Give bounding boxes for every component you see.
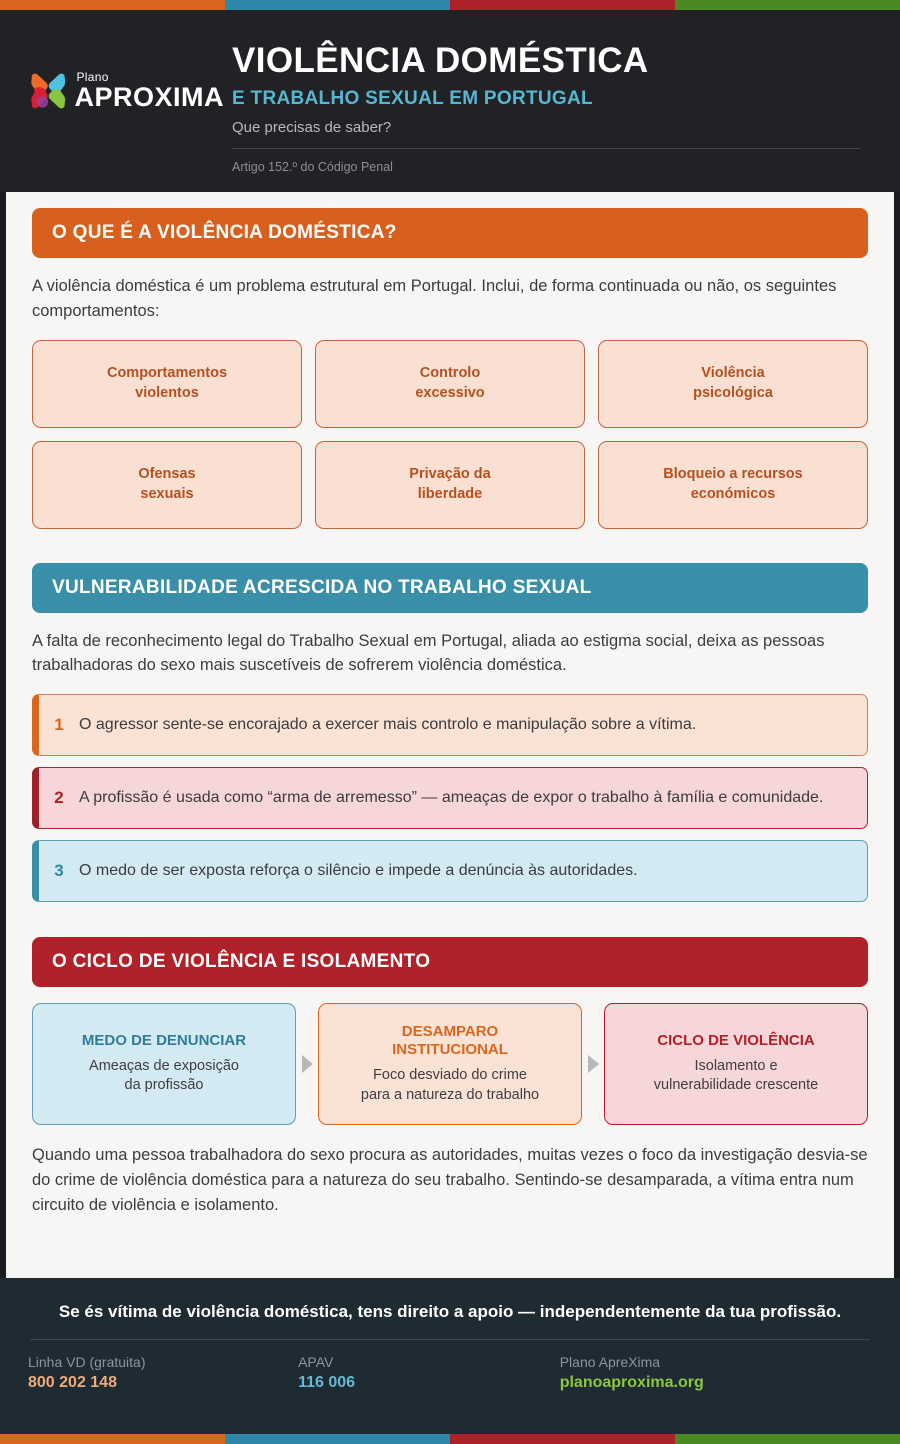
footer-claim: Se és vítima de violência doméstica, tens direito a apoio — independentemente da tua profissão. (58, 1302, 842, 1321)
top-color-stripe (0, 0, 900, 10)
cycle-stage-body: Foco desviado do crime para a natureza do trabalho (360, 1067, 540, 1103)
contact-label: APAV (298, 1354, 334, 1371)
stripe-segment-teal (225, 0, 450, 10)
cycle-arrow-1 (296, 1003, 318, 1125)
behaviours-grid (32, 340, 868, 529)
contact-item-apav (298, 1354, 560, 1392)
cycle-stage-body: Ameaças de exposição da profissão (89, 1057, 239, 1094)
footer-contacts (28, 1354, 872, 1392)
cycle-stage (318, 1003, 582, 1125)
main-content (0, 192, 900, 1278)
behaviour-card: Ofensas sexuais (32, 441, 302, 529)
vulnerability-point (32, 767, 868, 829)
cycle-closing-paragraph: Quando uma pessoa trabalhadora do sexo procura as autoridades, muitas vezes o foco da investigação desvia-se do crime de violência doméstica para a natureza do seu trabalho. Sentindo-se desamparada, a vítima entra num circuito de violência e isolamento. (32, 1146, 868, 1214)
page-title: VIOLÊNCIA DOMÉSTICA (232, 41, 649, 80)
stripe-segment-green (675, 0, 900, 10)
stripe-segment-red (450, 1434, 675, 1444)
section-header-cycle: O CICLO DE VIOLÊNCIA E ISOLAMENTO (32, 937, 868, 987)
contact-label: Linha VD (gratuita) (28, 1354, 146, 1371)
section-spacer (32, 913, 868, 937)
header-divider (232, 148, 860, 149)
page-header (0, 10, 900, 192)
legal-article-reference: Artigo 152.º do Código Penal (232, 159, 393, 174)
point-number: 2 (54, 788, 64, 807)
footer-divider (30, 1339, 870, 1340)
contact-item-website (560, 1354, 872, 1392)
contact-label: Plano ApreXima (559, 1354, 661, 1371)
cycle-stage (604, 1003, 868, 1125)
stripe-segment-orange (0, 0, 225, 10)
section-spacer (32, 529, 868, 563)
cycle-stage (32, 1003, 296, 1125)
logo-plano-text: Plano (76, 70, 109, 84)
point-text: A profissão é usada como “arma de arremesso” — ameaças de expor o trabalho à família e comunidade. (79, 788, 824, 806)
point-text: O medo de ser exposta reforça o silêncio e impede a denúncia às autoridades. (79, 861, 638, 879)
section-header-what-is-domestic-violence: O QUE É A VIOLÊNCIA DOMÉSTICA? (32, 208, 868, 258)
contact-value[interactable]: planoaproxima.org (559, 1374, 704, 1392)
cycle-stage-title: CICLO DE VIOLÊNCIA (657, 1032, 815, 1050)
cycle-diagram (32, 1003, 868, 1125)
cycle-stage-title: MEDO DE DENUNCIAR (81, 1032, 247, 1050)
contact-value[interactable]: 800 202 148 (28, 1374, 117, 1392)
logo-aproxima-text: APROXIMA (74, 82, 224, 112)
cycle-arrow-2 (582, 1003, 604, 1125)
page-subtitle: E TRABALHO SEXUAL EM PORTUGAL (232, 87, 593, 109)
behaviour-card: Controlo excessivo (315, 340, 585, 428)
behaviour-card: Bloqueio a recursos económicos (598, 441, 868, 529)
point-number: 3 (54, 861, 64, 880)
point-text: O agressor sente-se encorajado a exercer mais controlo e manipulação sobre a vítima. (79, 715, 697, 733)
stripe-segment-red (450, 0, 675, 10)
cycle-stage-title: DESAMPARO INSTITUCIONAL (392, 1022, 508, 1059)
stripe-segment-teal (225, 1434, 450, 1444)
contact-value[interactable]: 116 006 (298, 1374, 356, 1392)
aproxima-butterfly-logo-icon (28, 62, 68, 120)
vulnerability-paragraph: A falta de reconhecimento legal do Trabalho Sexual em Portugal, aliada ao estigma social, deixa as pessoas trabalhadoras do sexo mais suscetíveis de sofrerem violência doméstica. (32, 631, 825, 675)
stripe-segment-orange (0, 1434, 225, 1444)
vulnerability-point (32, 840, 868, 902)
behaviour-card: Violência psicológica (598, 340, 868, 428)
point-number: 1 (54, 715, 64, 734)
behaviour-card: Privação da liberdade (315, 441, 585, 529)
vulnerability-point (32, 694, 868, 756)
what-is-paragraph: A violência doméstica é um problema estrutural em Portugal. Inclui, de forma continuada ou não, os seguintes comportamentos: (32, 277, 837, 320)
contact-item-linha-vd (28, 1354, 298, 1392)
brand-logo (28, 32, 224, 120)
section-header-vulnerability: VULNERABILIDADE ACRESCIDA NO TRABALHO SEXUAL (32, 563, 868, 613)
arrow-right-icon (588, 1055, 599, 1073)
page-question: Que precisas de saber? (232, 118, 392, 136)
cycle-stage-body: Isolamento e vulnerabilidade crescente (653, 1057, 819, 1094)
arrow-right-icon (302, 1055, 313, 1073)
page-footer (0, 1278, 900, 1434)
bottom-color-stripe (0, 1434, 900, 1444)
behaviour-card: Comportamentos violentos (32, 340, 302, 428)
stripe-segment-green (675, 1434, 900, 1444)
